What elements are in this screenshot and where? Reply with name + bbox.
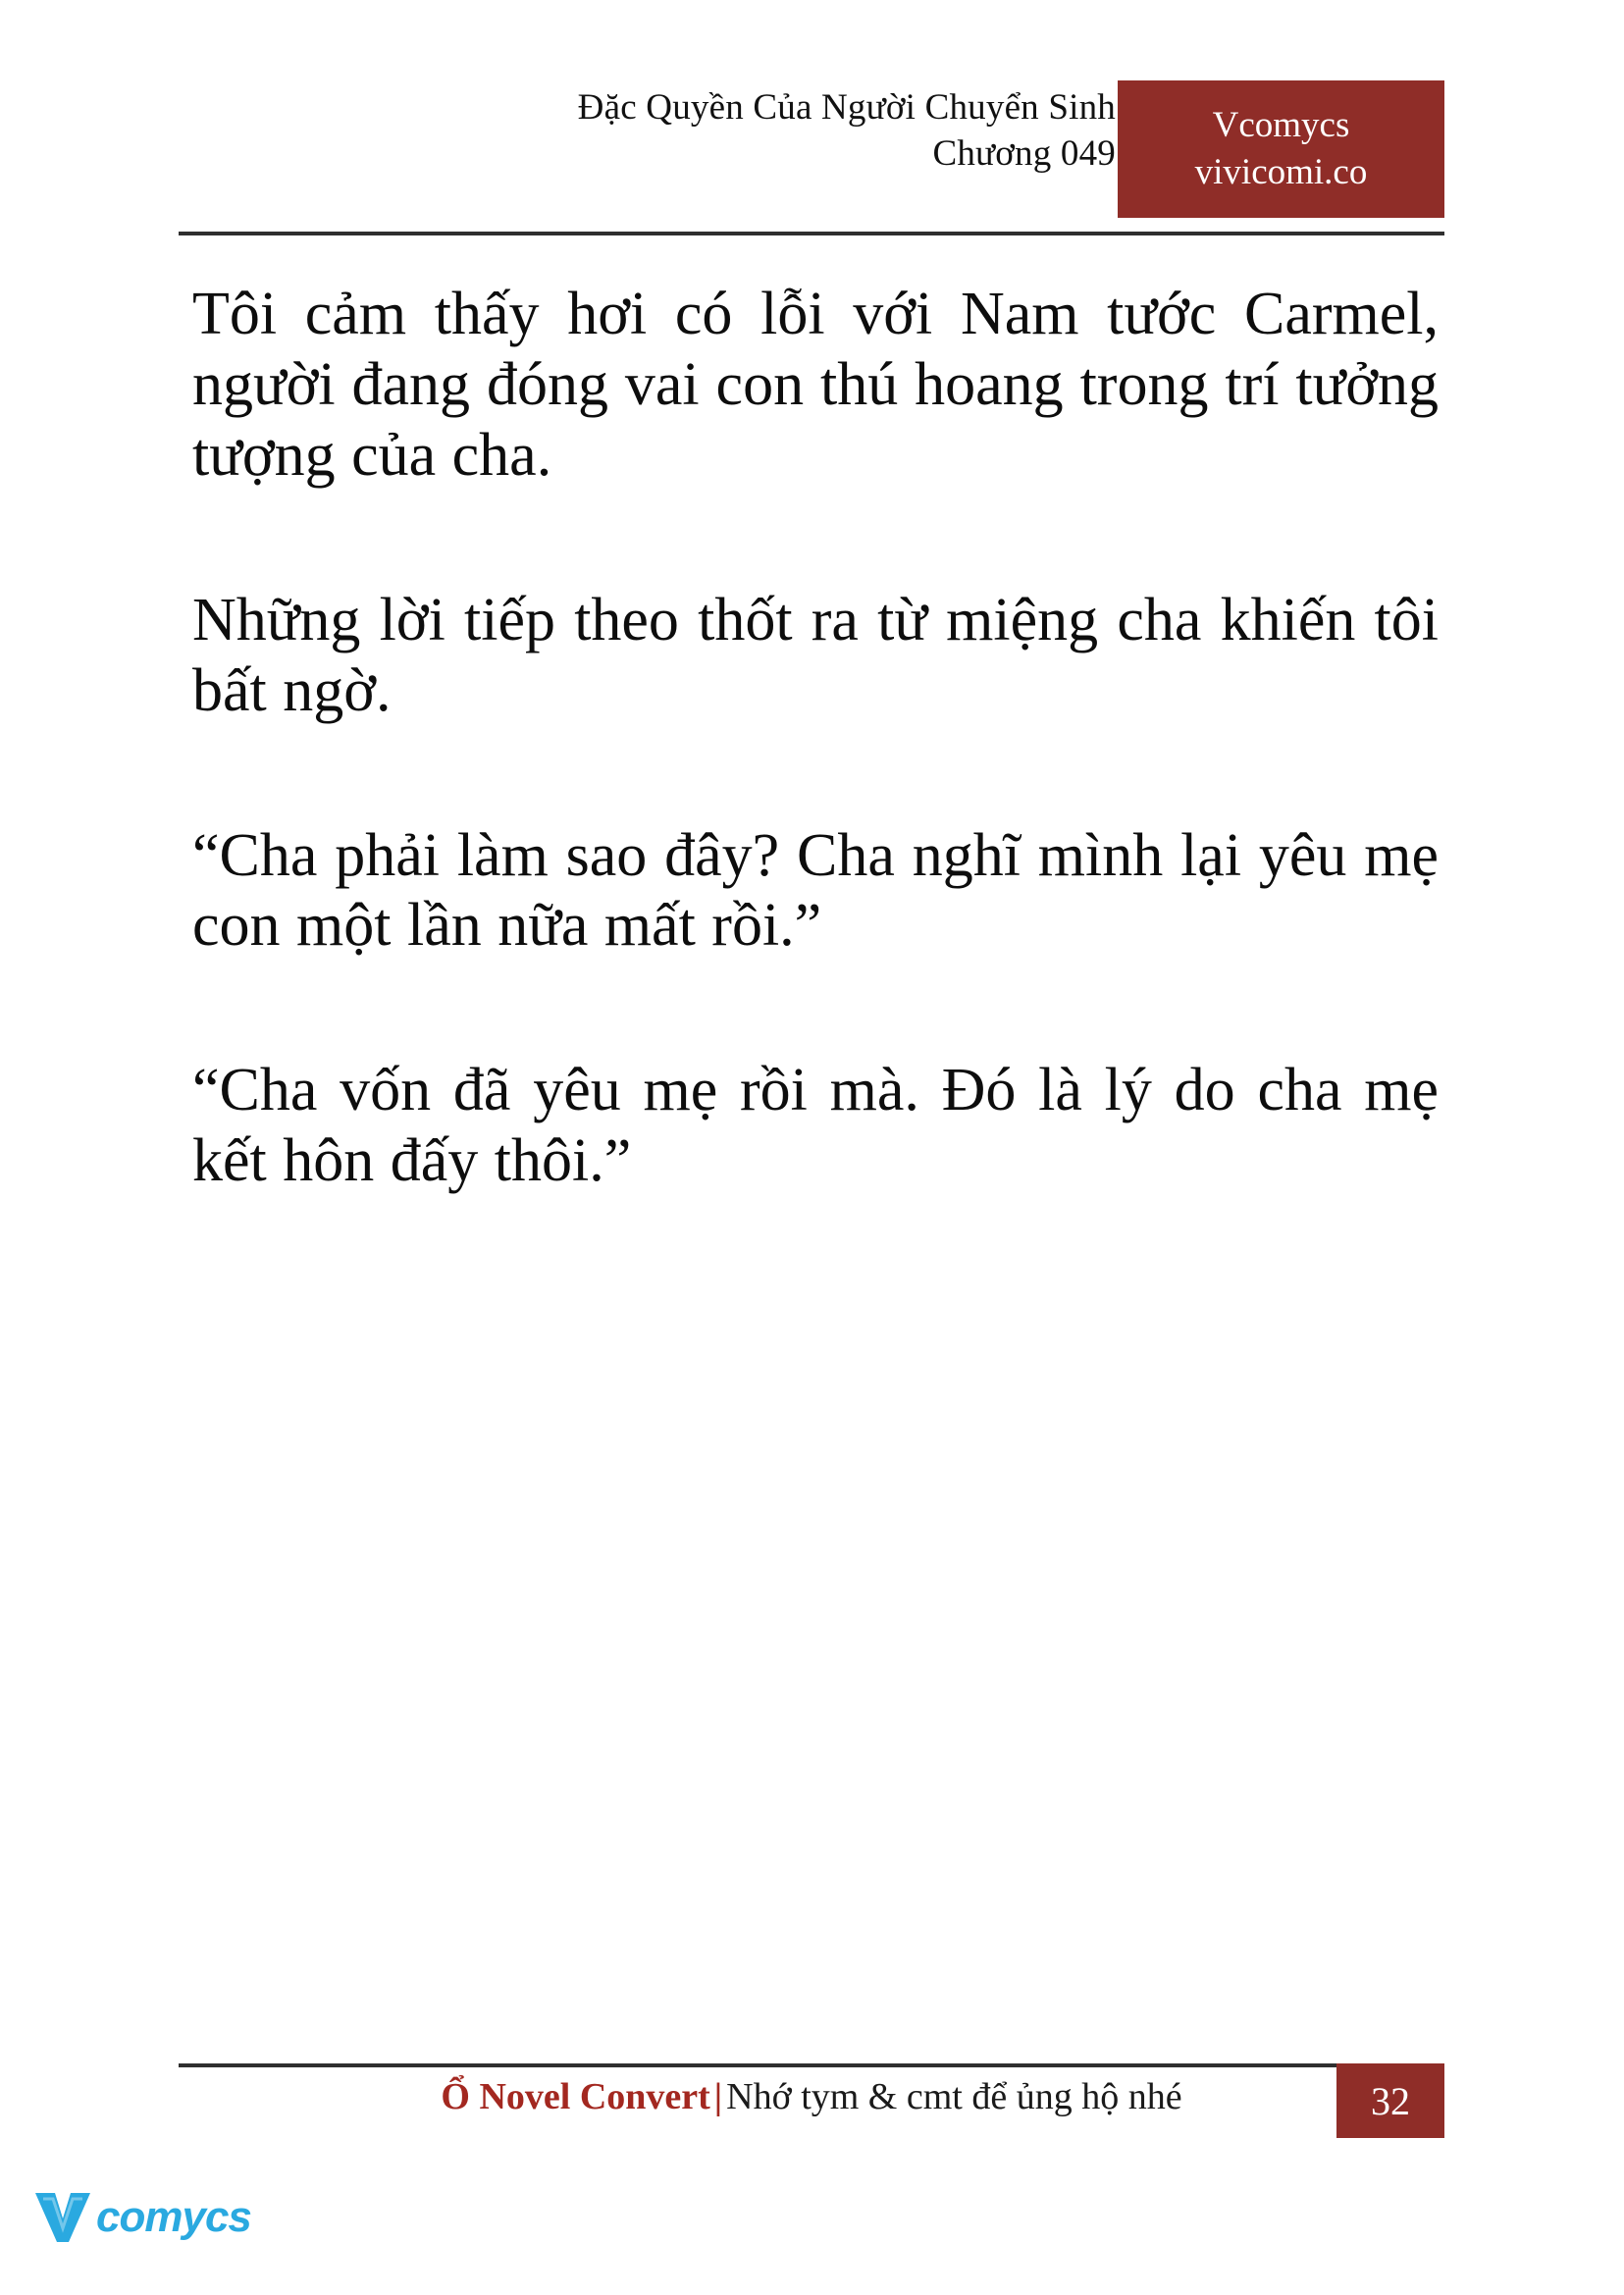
paragraph: Những lời tiếp theo thốt ra từ miệng cha khiến tôi bất ngờ.	[192, 586, 1439, 724]
header-title-line-2: Chương 049	[932, 133, 1116, 175]
page-header	[179, 84, 1444, 232]
header-divider	[179, 232, 1444, 235]
page-number: 32	[1336, 2063, 1444, 2138]
footer-separator: |	[713, 2076, 723, 2117]
page-footer	[179, 2067, 1444, 2142]
paragraph: Tôi cảm thấy hơi có lỗi với Nam tước Carmel, người đang đóng vai con thú hoang trong trí tưởng tượng của cha.	[192, 281, 1439, 489]
publisher-badge-name: Vcomycs	[1212, 104, 1350, 145]
footer-brand: Ổ Novel Convert	[441, 2076, 710, 2117]
vcomycs-watermark-text: comycs	[96, 2193, 251, 2241]
vcomycs-logo-icon	[33, 2189, 92, 2246]
paragraph: “Cha vốn đã yêu mẹ rồi mà. Đó là lý do cha mẹ kết hôn đấy thôi.”	[192, 1057, 1439, 1195]
header-title	[578, 84, 1116, 178]
header-title-line-1: Đặc Quyền Của Người Chuyển Sinh	[577, 87, 1116, 128]
publisher-badge	[1118, 80, 1444, 218]
publisher-badge-url: vivicomi.co	[1194, 152, 1368, 192]
footer-note: Nhớ tym & cmt để ủng hộ nhé	[726, 2076, 1182, 2117]
page-content	[192, 280, 1439, 1197]
vcomycs-watermark	[33, 2178, 259, 2257]
paragraph: “Cha phải làm sao đây? Cha nghĩ mình lại yêu mẹ con một lần nữa mất rồi.”	[192, 821, 1439, 960]
footer-credit	[179, 2075, 1444, 2118]
